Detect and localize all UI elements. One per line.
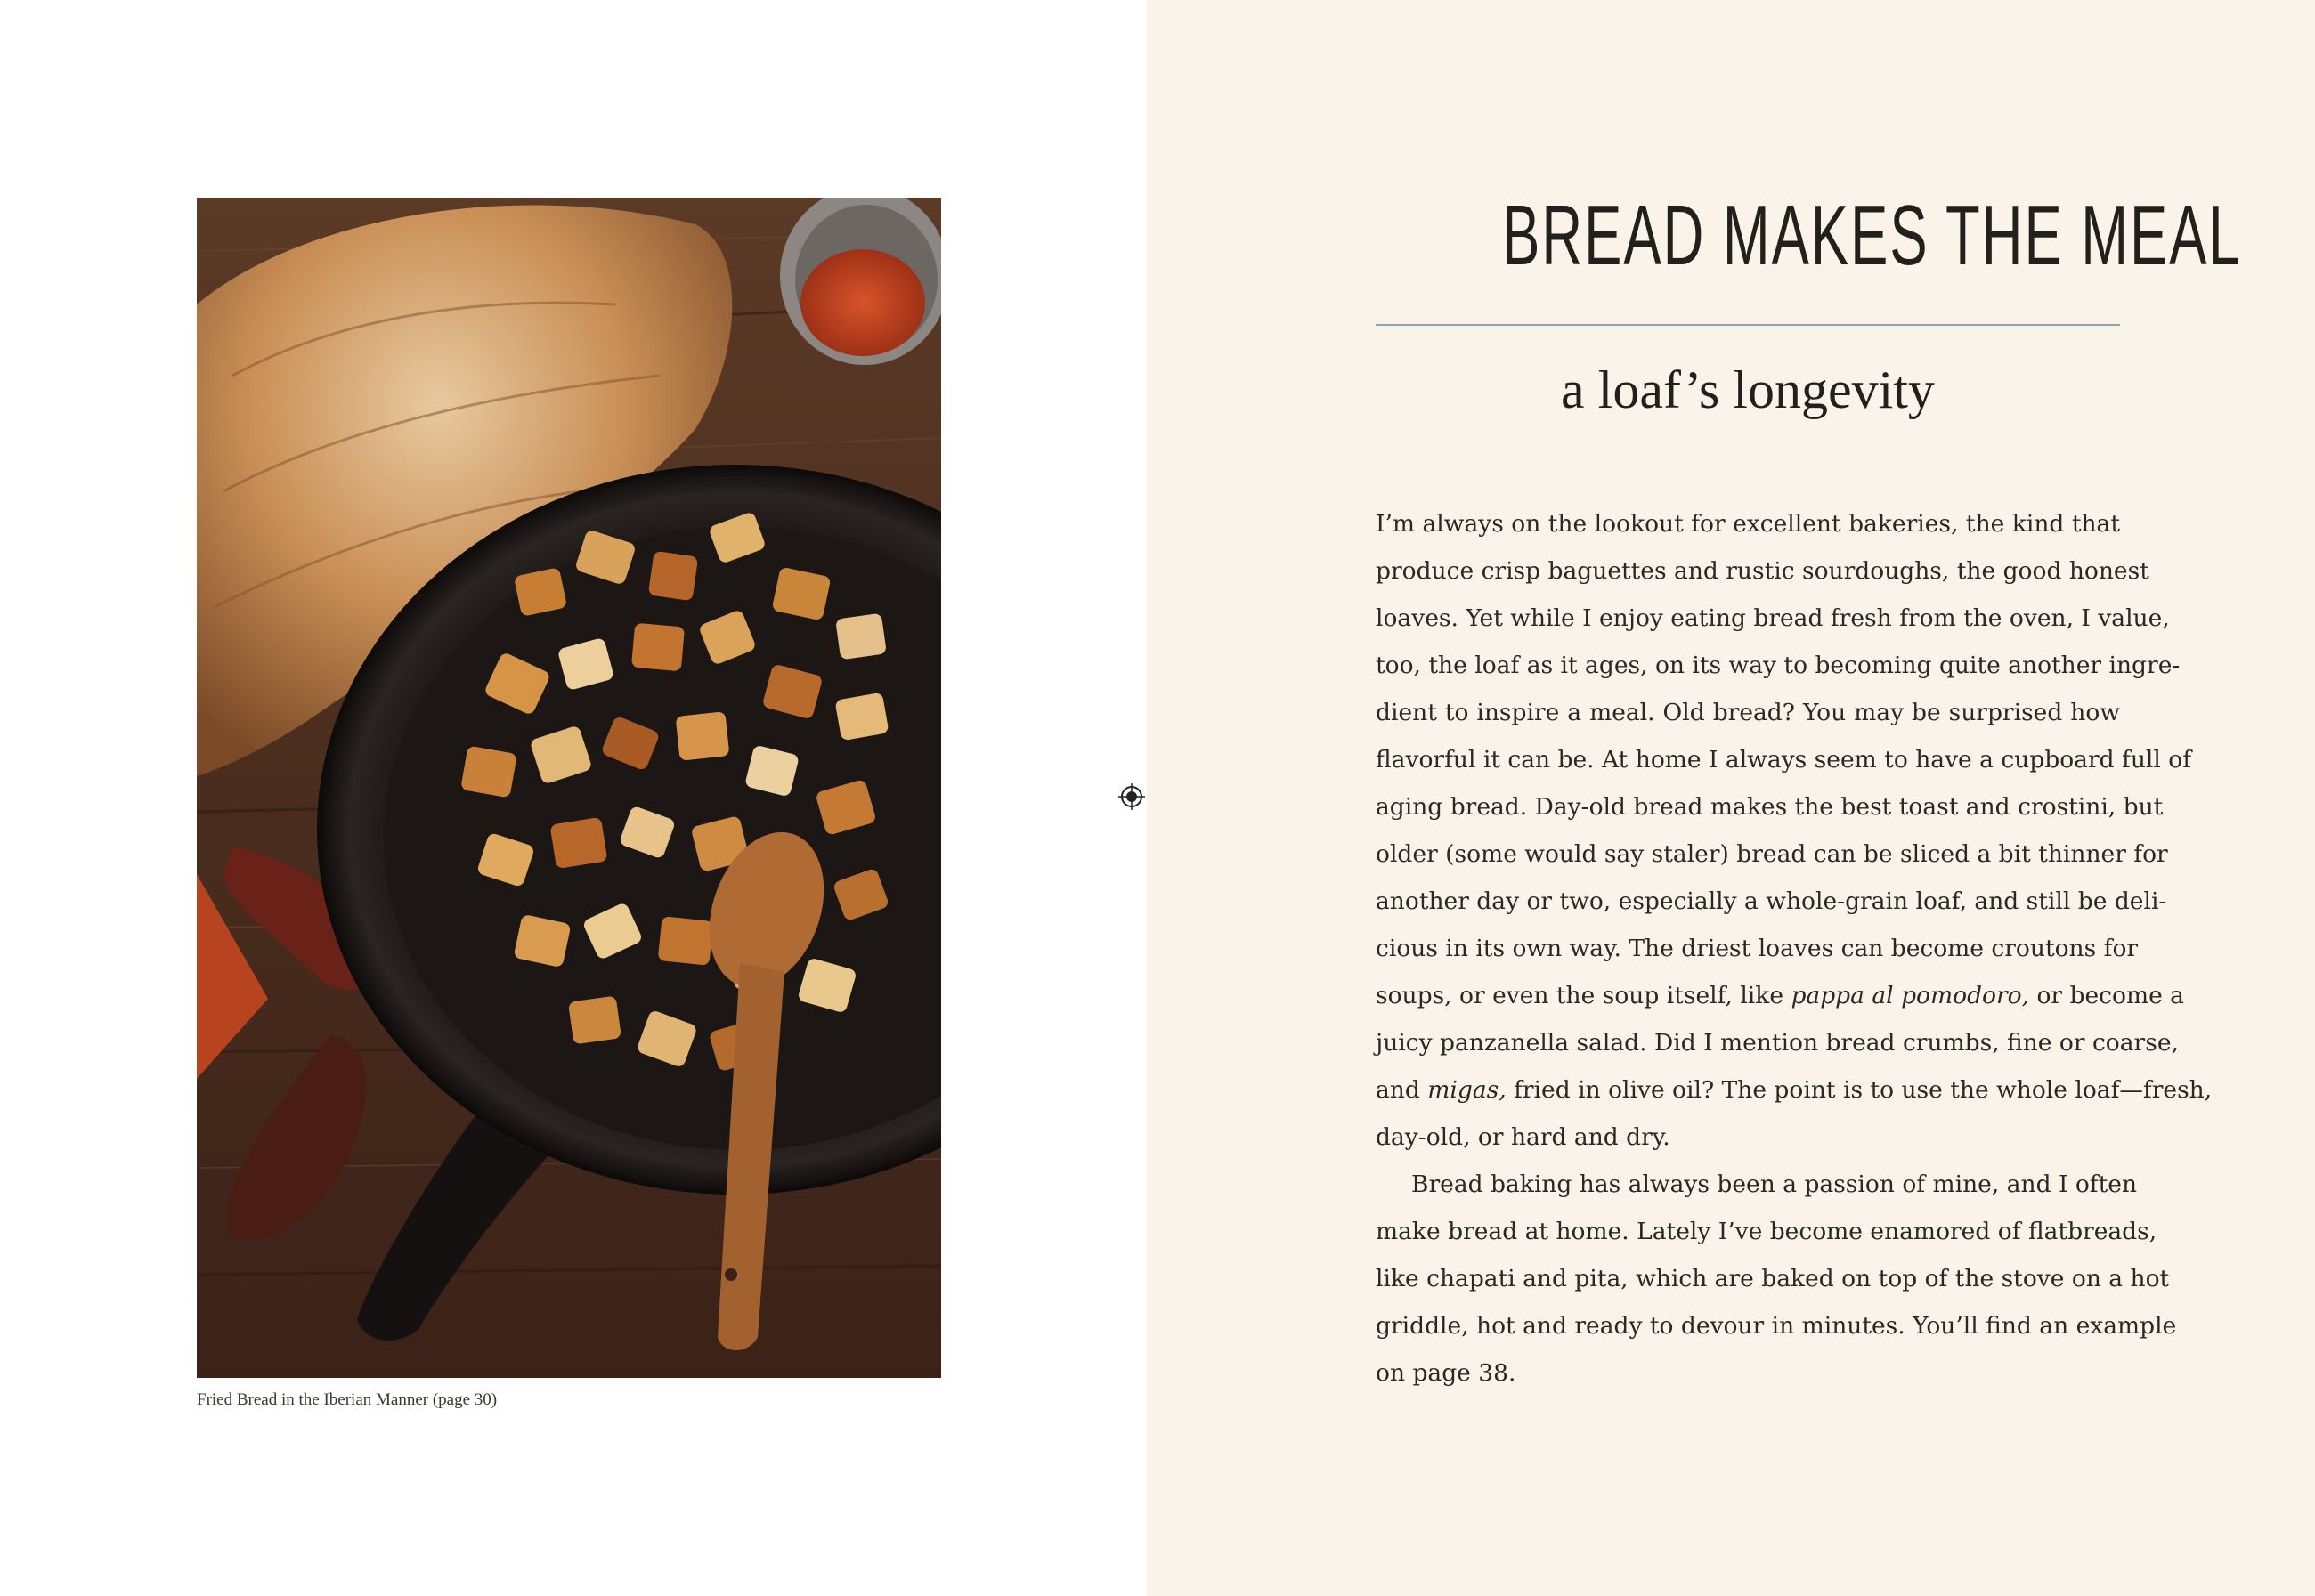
paragraph1-line (1376, 972, 2184, 1019)
paragraph1-line: dient to inspire a meal. Old bread? You may be surprised how (1376, 699, 2120, 726)
italic-term: pappa al pomodoro, (1791, 982, 2030, 1009)
registration-mark-icon (1118, 783, 1145, 810)
paragraph1-line: aging bread. Day-old bread makes the best toast and crostini, but (1376, 793, 2164, 821)
paragraph2-line: like chapati and pita, which are baked on top of the stove on a hot (1376, 1265, 2170, 1292)
paragraph1-line: cious in its own way. The driest loaves can become croutons for (1376, 935, 2139, 962)
paragraph1-line: too, the loaf as it ages, on its way to becoming quite another ingre- (1376, 652, 2181, 679)
line-text: soups, or even the soup itself, like (1376, 982, 1791, 1009)
paragraph1-line: older (some would say staler) bread can be sliced a bit thinner for (1376, 840, 2168, 868)
paragraph1-line (1376, 1066, 2213, 1114)
line-text: or become a (2029, 982, 2184, 1009)
photo-fried-bread-skillet-icon (197, 198, 941, 1378)
page-title: BREAD MAKES THE MEAL (1502, 188, 2242, 283)
body-text (1376, 500, 2213, 1397)
title-divider (1376, 324, 2120, 326)
paragraph1-line: loaves. Yet while I enjoy eating bread fresh from the oven, I value, (1376, 604, 2170, 632)
paragraph2-line: Bread baking has always been a passion of mine, and I often (1411, 1171, 2138, 1198)
line-text: and (1376, 1076, 1428, 1104)
paragraph1-line: flavorful it can be. At home I always seem to have a cupboard full of (1376, 746, 2192, 774)
line-text: fried in olive oil? The point is to use the whole loaf—fresh, (1506, 1076, 2213, 1104)
paragraph2-line: make bread at home. Lately I’ve become enamored of flatbreads, (1376, 1218, 2157, 1245)
paragraph2-line: griddle, hot and ready to devour in minutes. You’ll find an example (1376, 1312, 2177, 1340)
photo-caption: Fried Bread in the Iberian Manner (page 30) (197, 1390, 498, 1409)
page-subtitle: a loaf’s longevity (1561, 361, 1935, 419)
recipe-photo (197, 198, 941, 1378)
italic-term: migas, (1427, 1076, 1507, 1104)
paragraph1-line: I’m always on the lookout for excellent bakeries, the kind that (1376, 510, 2120, 538)
paragraph1-line: produce crisp baguettes and rustic sourdoughs, the good honest (1376, 557, 2149, 585)
paragraph1-line: day-old, or hard and dry. (1376, 1123, 1670, 1151)
paragraph1-line: juicy panzanella salad. Did I mention bread crumbs, fine or coarse, (1376, 1029, 2179, 1057)
paragraph1-line: another day or two, especially a whole-grain loaf, and still be deli- (1376, 887, 2167, 915)
left-page (0, 0, 1147, 1596)
paragraph2-line: on page 38. (1376, 1359, 1516, 1387)
